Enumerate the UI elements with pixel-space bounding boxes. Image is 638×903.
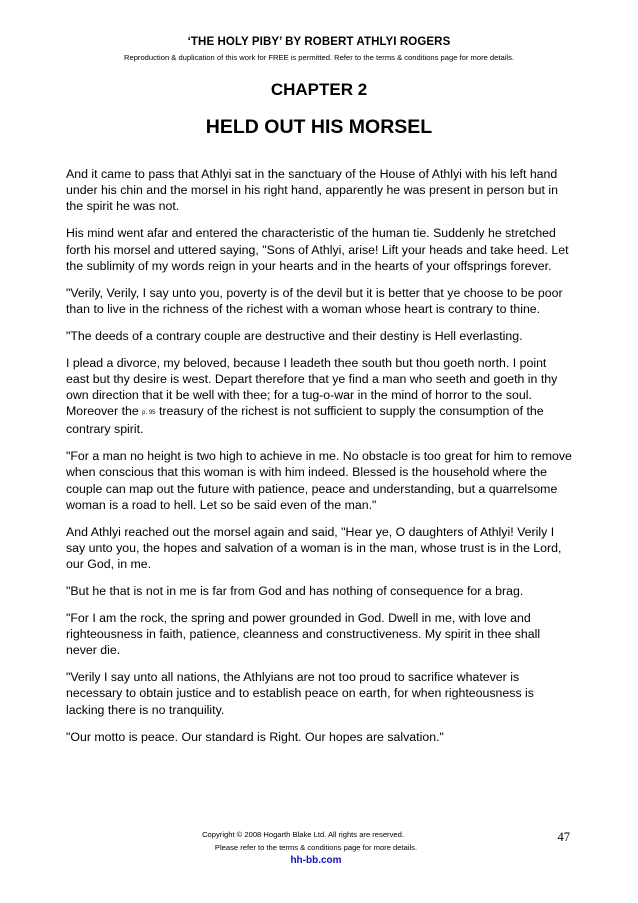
paragraph-5 [66,355,572,438]
body-text [66,166,572,755]
paragraph-7: And Athlyi reached out the morsel again and said, "Hear ye, O daughters of Athlyi! Verily I say unto you, the hopes and salvation of a woman is in the man, whose trust is in the Lord, our God, in me. [66,524,562,572]
paragraph-8: "But he that is not in me is far from God and has nothing of consequence for a brag. [66,584,524,599]
paragraph-11: "Our motto is peace. Our standard is Right. Our hopes are salvation." [66,729,444,744]
reproduction-notice: Reproduction & duplication of this work for FREE is permitted. Refer to the terms & conditions page for more details. [124,53,514,62]
chapter-heading: HELD OUT HIS MORSEL [205,116,433,138]
footer-copyright: Copyright © 2008 Hogarth Blake Ltd. All rights are reserved. [202,830,404,839]
page-marker: p. 95 [142,410,156,417]
footer-terms: Please refer to the terms & conditions page for more details. [214,843,418,852]
paragraph-9: "For I am the rock, the spring and power grounded in God. Dwell in me, with love and righteousness in faith, patience, cleanness and constructiveness. My spirit in thee shall never die. [66,610,541,658]
footer-site-link[interactable]: hh-bb.com [290,855,342,866]
paragraph-6: "For a man no height is two high to achieve in me. No obstacle is too great for him to remove when conscious that this woman is with him indeed. Blessed is the household where the couple can map out the future with patience, peace and understanding, but a quarrelsome woman is a road to hell. Let so be said even of the man." [66,449,572,512]
paragraph-3: "Verily, Verily, I say unto you, poverty is of the devil but it is better that ye choose to be poor than to live in the richness of the richest with a woman whose heart is contrary to thine. [66,285,563,316]
running-header-title: ‘THE HOLY PIBY’ BY ROBERT ATHLYI ROGERS [187,36,451,48]
paragraph-1: And it came to pass that Athlyi sat in the sanctuary of the House of Athlyi with his left hand under his chin and the morsel in his right hand, apparently he was present in person but in the spirit he was not. [66,167,558,214]
chapter-label: CHAPTER 2 [270,80,368,99]
paragraph-5-after: treasury of the richest is not sufficient to supply the consumption of the contrary spirit. [66,404,544,437]
paragraph-4: "The deeds of a contrary couple are destructive and their destiny is Hell everlasting. [66,328,523,343]
paragraph-5-before: I plead a divorce, my beloved, because I leadeth thee south but thou goeth north. I point east but thy desire is west. Depart therefore that ye find a man who seeth and goeth in thy own direction that it be well with thee; for a tug-o-war in the mind of horror to the soul. Moreover the [66,355,558,419]
page-number: 47 [557,830,570,844]
paragraph-10: "Verily I say unto all nations, the Athlyians are not too proud to sacrifice whatever is necessary to obtain justice and to establish peace on earth, for when righteousness is lacking there is no tranquility. [66,670,534,717]
paragraph-2: His mind went afar and entered the characteristic of the human tie. Suddenly he stretched forth his morsel and uttered saying, "Sons of Athlyi, arise! Lift your heads and take heed. Let the sublimity of my words reign in your hearts and in the hearts of your offsprings forever. [66,226,569,273]
